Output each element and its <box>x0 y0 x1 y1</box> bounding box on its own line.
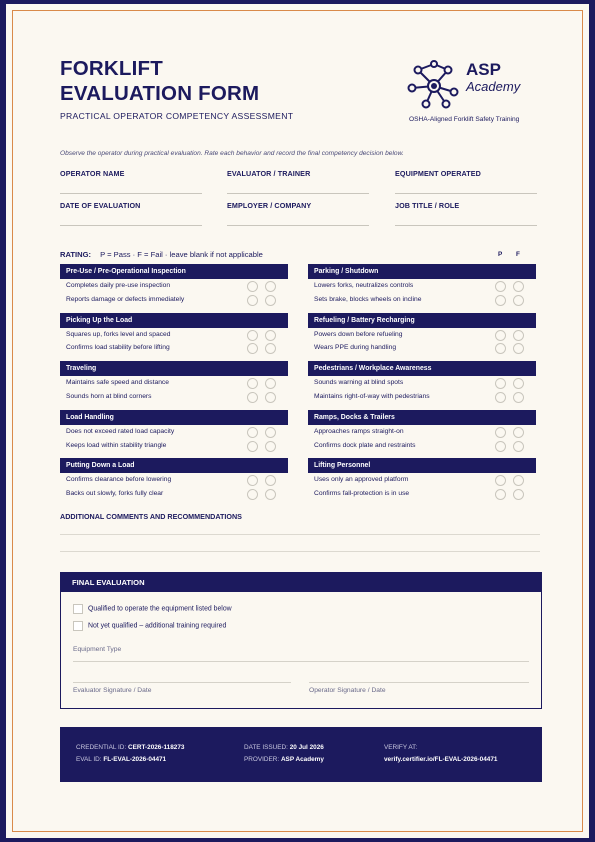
rating-row <box>60 439 288 453</box>
form-page <box>6 4 589 838</box>
behavior-label: Reports damage or defects immediately <box>66 295 185 303</box>
behavior-label: Sets brake, blocks wheels on incline <box>314 295 422 303</box>
fail-radio[interactable] <box>513 343 524 354</box>
not-qualified-checkbox[interactable] <box>73 621 83 631</box>
pass-radio[interactable] <box>495 489 506 500</box>
not-qualified-option[interactable] <box>73 621 226 631</box>
field-label: JOB TITLE / ROLE <box>395 201 460 210</box>
section-heading: Traveling <box>60 361 288 376</box>
behavior-label: Sounds warning at blind spots <box>314 379 404 387</box>
behavior-label: Lowers forks, neutralizes controls <box>314 282 414 289</box>
section-heading: Picking Up the Load <box>60 313 288 328</box>
field-line[interactable] <box>395 225 537 226</box>
fail-radio[interactable] <box>265 330 276 341</box>
behavior-label: Backs out slowly, forks fully clear <box>66 490 164 498</box>
field-label: DATE OF EVALUATION <box>60 201 141 210</box>
equipment-operated-field[interactable] <box>395 169 537 194</box>
credential-footer <box>60 727 542 782</box>
fail-radio[interactable] <box>513 392 524 403</box>
evaluator-signature-line[interactable] <box>73 682 291 683</box>
pass-radio[interactable] <box>495 330 506 341</box>
fail-radio[interactable] <box>513 441 524 452</box>
qualified-checkbox[interactable] <box>73 604 83 614</box>
fail-radio[interactable] <box>265 475 276 486</box>
pass-radio[interactable] <box>247 281 258 292</box>
fail-radio[interactable] <box>513 295 524 306</box>
behavior-label: Sounds horn at blind corners <box>66 392 152 400</box>
pass-radio[interactable] <box>247 475 258 486</box>
rating-row <box>60 279 288 293</box>
rating-section <box>60 264 288 307</box>
right-rating-column <box>308 264 536 507</box>
date-value: 20 Jul 2026 <box>289 744 324 751</box>
final-evaluation-heading: FINAL EVALUATION <box>61 573 541 592</box>
section-heading: Refueling / Battery Recharging <box>308 313 536 328</box>
rating-row <box>308 473 536 487</box>
credential-value: CERT-2026-118273 <box>127 744 185 751</box>
qualified-option[interactable] <box>73 604 232 614</box>
network-nodes-icon <box>404 58 462 110</box>
behavior-label: Maintains right-of-way with pedestrians <box>314 392 430 400</box>
equipment-type-label: Equipment Type <box>73 646 122 653</box>
behavior-label: Uses only an approved platform <box>314 476 409 484</box>
rating-section <box>60 410 288 453</box>
pass-radio[interactable] <box>495 441 506 452</box>
rating-row <box>308 390 536 404</box>
qualified-label: Qualified to operate the equipment listed below <box>88 605 232 613</box>
rating-row <box>308 341 536 355</box>
page-title: FORKLIFT EVALUATION FORM <box>60 57 260 105</box>
rating-section <box>308 264 536 307</box>
rating-row <box>60 376 288 390</box>
pass-radio[interactable] <box>247 295 258 306</box>
field-label: EVALUATOR / TRAINER <box>227 169 311 178</box>
verify-link[interactable]: verify.certifier.io/FL-EVAL-2026-04471 <box>384 756 498 763</box>
section-heading: Pre-Use / Pre-Operational Inspection <box>60 264 288 279</box>
rating-row <box>308 425 536 439</box>
field-line[interactable] <box>60 225 202 226</box>
fail-radio[interactable] <box>265 489 276 500</box>
field-line[interactable] <box>227 225 369 226</box>
pass-column-label: P <box>498 251 503 258</box>
logo-tagline: OSHA-Aligned Forklift Safety Training <box>409 116 520 123</box>
provider-label: PROVIDER: <box>244 756 280 763</box>
field-line[interactable] <box>227 193 369 194</box>
eval-value: FL-EVAL-2026-04471 <box>103 756 167 763</box>
not-qualified-label: Not yet qualified – additional training required <box>88 622 227 630</box>
rating-row <box>60 328 288 342</box>
rating-row <box>308 328 536 342</box>
section-heading: Ramps, Docks & Trailers <box>308 410 536 425</box>
field-line[interactable] <box>60 193 202 194</box>
rating-row <box>308 279 536 293</box>
behavior-label: Maintains safe speed and distance <box>66 379 169 387</box>
fail-radio[interactable] <box>513 378 524 389</box>
field-label: EQUIPMENT OPERATED <box>395 169 481 178</box>
field-line[interactable] <box>395 193 537 194</box>
footer-verify <box>384 742 497 766</box>
section-heading: Putting Down a Load <box>60 458 288 473</box>
pass-radio[interactable] <box>247 330 258 341</box>
behavior-label: Confirms dock plate and restraints <box>314 441 416 449</box>
eval-label: EVAL ID: <box>76 756 102 763</box>
pass-radio[interactable] <box>247 427 258 438</box>
behavior-label: Squares up, forks level and spaced <box>66 330 171 338</box>
section-heading: Pedestrians / Workplace Awareness <box>308 361 536 376</box>
behavior-label: Keeps load within stability triangle <box>66 441 167 449</box>
fail-radio[interactable] <box>265 378 276 389</box>
behavior-label: Confirms clearance before lowering <box>66 476 172 484</box>
instructions-text: Observe the operator during practical evaluation. Rate each behavior and record the final competency decision below. <box>60 150 404 157</box>
section-heading: Lifting Personnel <box>308 458 536 473</box>
operator-signature-label: Operator Signature / Date <box>309 687 386 694</box>
section-heading: Load Handling <box>60 410 288 425</box>
behavior-label: Wears PPE during handling <box>314 344 397 352</box>
behavior-label: Completes daily pre-use inspection <box>66 282 171 289</box>
pass-radio[interactable] <box>247 392 258 403</box>
behavior-label: Does not exceed rated load capacity <box>66 427 175 435</box>
fail-radio[interactable] <box>265 295 276 306</box>
field-label: EMPLOYER / COMPANY <box>227 201 312 210</box>
fail-radio[interactable] <box>265 392 276 403</box>
evaluator-signature-label: Evaluator Signature / Date <box>73 687 152 694</box>
rating-section <box>308 361 536 404</box>
rating-section <box>60 313 288 356</box>
field-label: OPERATOR NAME <box>60 169 125 178</box>
pass-radio[interactable] <box>495 475 506 486</box>
pass-radio[interactable] <box>495 427 506 438</box>
evaluator-field[interactable] <box>227 169 369 194</box>
section-heading: Parking / Shutdown <box>308 264 536 279</box>
rating-section <box>308 313 536 356</box>
employer-field[interactable] <box>227 201 369 226</box>
rating-row <box>60 473 288 487</box>
logo-sub: Academy <box>466 79 521 94</box>
comments-heading: ADDITIONAL COMMENTS AND RECOMMENDATIONS <box>60 512 242 521</box>
verify-label: VERIFY AT: <box>384 744 418 751</box>
comment-line[interactable] <box>60 551 540 552</box>
rating-row <box>60 487 288 501</box>
pass-radio[interactable] <box>247 343 258 354</box>
asp-academy-logo <box>404 58 544 128</box>
job-title-field[interactable] <box>395 201 537 226</box>
date-label: DATE ISSUED: <box>244 744 288 751</box>
rating-legend <box>60 250 263 259</box>
rating-row <box>60 341 288 355</box>
pass-radio[interactable] <box>495 378 506 389</box>
rating-row <box>60 390 288 404</box>
behavior-label: Confirms load stability before lifting <box>66 344 170 352</box>
rating-section <box>60 458 288 501</box>
pass-radio[interactable] <box>495 295 506 306</box>
pass-radio[interactable] <box>247 441 258 452</box>
pass-radio[interactable] <box>247 489 258 500</box>
fail-radio[interactable] <box>513 330 524 341</box>
pass-radio[interactable] <box>495 281 506 292</box>
pass-radio[interactable] <box>495 343 506 354</box>
fail-radio[interactable] <box>513 427 524 438</box>
equipment-type-line[interactable] <box>73 661 529 662</box>
credential-label: CREDENTIAL ID: <box>76 744 127 751</box>
rating-row <box>308 487 536 501</box>
pass-radio[interactable] <box>495 392 506 403</box>
footer-issue <box>244 742 324 766</box>
fail-radio[interactable] <box>513 489 524 500</box>
fail-column-label: F <box>516 251 520 258</box>
rating-section <box>308 458 536 501</box>
left-rating-column <box>60 264 288 507</box>
behavior-label: Confirms fall-protection is in use <box>314 490 410 498</box>
rating-row <box>60 293 288 307</box>
rating-section <box>60 361 288 404</box>
final-evaluation-box <box>60 572 542 709</box>
fail-radio[interactable] <box>265 281 276 292</box>
rating-label: RATING: <box>60 250 92 259</box>
fail-radio[interactable] <box>513 475 524 486</box>
rating-row <box>308 293 536 307</box>
rating-section <box>308 410 536 453</box>
behavior-label: Approaches ramps straight-on <box>314 427 404 435</box>
rating-row <box>60 425 288 439</box>
logo-name: ASP <box>466 60 501 79</box>
fail-radio[interactable] <box>265 427 276 438</box>
behavior-label: Powers down before refueling <box>314 330 403 338</box>
page-subtitle: PRACTICAL OPERATOR COMPETENCY ASSESSMENT <box>60 111 294 121</box>
rating-row <box>308 376 536 390</box>
date-of-evaluation-field[interactable] <box>60 201 202 226</box>
pass-radio[interactable] <box>247 378 258 389</box>
operator-name-field[interactable] <box>60 169 202 194</box>
provider-value: ASP Academy <box>280 756 324 763</box>
operator-signature-line[interactable] <box>309 682 529 683</box>
comment-line[interactable] <box>60 534 540 535</box>
rating-legend-text: P = Pass · F = Fail · leave blank if not applicable <box>100 250 263 259</box>
fail-radio[interactable] <box>513 281 524 292</box>
fail-radio[interactable] <box>265 441 276 452</box>
footer-ids <box>76 742 184 766</box>
rating-row <box>308 439 536 453</box>
fail-radio[interactable] <box>265 343 276 354</box>
